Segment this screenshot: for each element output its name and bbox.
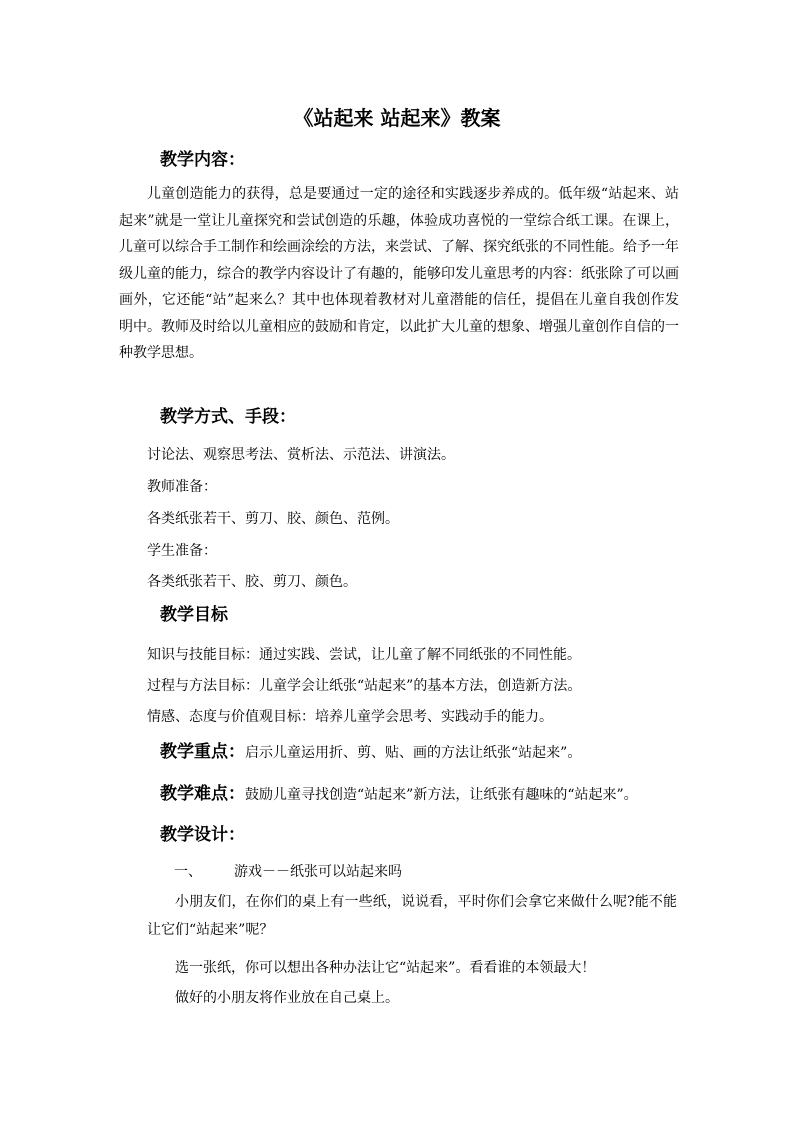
key-point-row: [160, 740, 581, 765]
methods-line-4: 学生准备：: [147, 543, 217, 559]
difficulty-row: [160, 782, 638, 807]
heading-teaching-goals: 教学目标: [160, 605, 228, 625]
goals-line-1: 知识与技能目标：通过实践、尝试，让儿童了解不同纸张的不同性能。: [147, 647, 581, 663]
methods-line-2: 教师准备：: [147, 479, 217, 495]
design-paragraph: 小朋友们，在你们的桌上有一些纸，说说看，平时你们会拿它来做什么呢?能不能让它们“站起来”呢？: [147, 894, 677, 938]
goals-line-2: 过程与方法目标：儿童学会让纸张“站起来”的基本方法，创造新方法。: [147, 678, 582, 694]
heading-teaching-methods: 教学方式、手段：: [160, 407, 296, 427]
key-point-label: 教学重点：: [160, 742, 245, 762]
design-line-2: 做好的小朋友将作业放在自己桌上。: [175, 990, 399, 1006]
methods-line-1: 讨论法、观察思考法、赏析法、示范法、讲演法。: [147, 447, 455, 463]
goals-line-3: 情感、态度与价值观目标：培养儿童学会思考、实践动手的能力。: [147, 709, 553, 725]
design-step-line: [174, 862, 402, 882]
methods-line-5: 各类纸张若干、胶、剪刀、颜色。: [147, 574, 357, 590]
methods-line-3: 各类纸张若干、剪刀、胶、颜色、范例。: [147, 511, 399, 527]
heading-teaching-content: 教学内容：: [160, 150, 245, 170]
paragraph-teaching-content: 儿童创造能力的获得，总是要通过一定的途径和实践逐步养成的。低年级“站起来、站起来”就是一堂让儿童探究和尝试创造的乐趣，体验成功喜悦的一堂综合纸工课。在课上，儿童可以综合手工制作和绘画涂绘的方法，来尝试、了解、探究纸张的不同性能。给予一年级儿童的能力，综合的教学内容设计了有趣的，能够印发儿童思考的内容：纸张除了可以画画外，它还能“站”起来么？其中也体现着教材对儿童潜能的信任，提倡在儿童自我创作发明中。教师及时给以儿童相应的鼓励和肯定，以此扩大儿童的想象、增强儿童创作自信的一种教学思想。: [119, 186, 679, 361]
design-step-title: 游戏－－纸张可以站起来吗: [234, 864, 402, 880]
key-point-value: 启示儿童运用折、剪、贴、画的方法让纸张“站起来”。: [245, 745, 582, 761]
difficulty-label: 教学难点：: [160, 784, 245, 804]
design-line-1: 选一张纸，你可以想出各种办法让它“站起来”。看看谁的本领最大！: [175, 960, 596, 976]
document-title: 《站起来 站起来》教案: [293, 106, 501, 130]
design-step-number: 一、: [174, 864, 202, 880]
difficulty-value: 鼓励儿童寻找创造“站起来”新方法，让纸张有趣味的“站起来”。: [245, 787, 638, 803]
heading-teaching-design: 教学设计：: [160, 825, 245, 845]
